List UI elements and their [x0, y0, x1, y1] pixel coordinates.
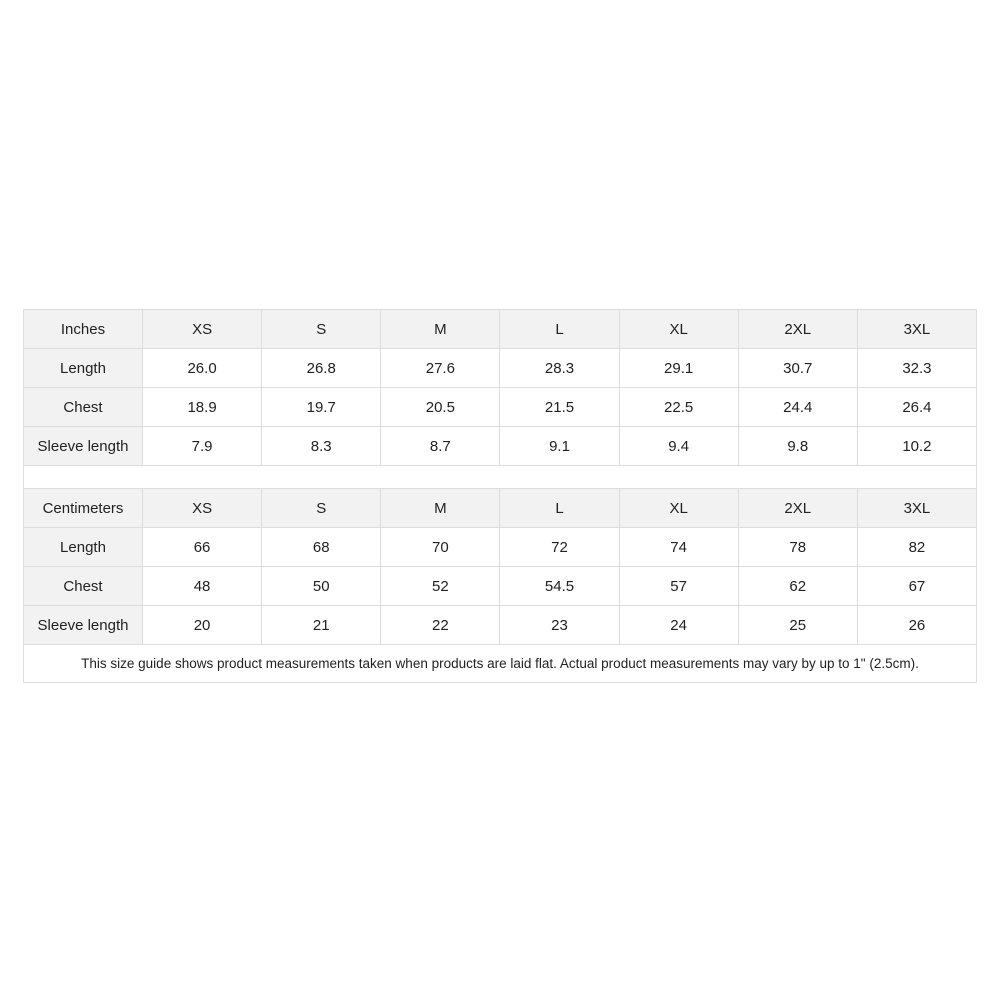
size-header-cell: 2XL: [738, 489, 857, 528]
row-label: Length: [24, 528, 143, 567]
measurement-cell: 28.3: [500, 349, 619, 388]
measurement-cell: 54.5: [500, 567, 619, 606]
measurement-cell: 8.7: [381, 427, 500, 466]
measurement-cell: 24.4: [738, 388, 857, 427]
measurement-cell: 26: [857, 606, 976, 645]
row-label: Chest: [24, 567, 143, 606]
size-header-cell: L: [500, 489, 619, 528]
measurement-cell: 20.5: [381, 388, 500, 427]
inches-unit-label: Inches: [24, 310, 143, 349]
measurement-cell: 21.5: [500, 388, 619, 427]
size-header-cell: XL: [619, 310, 738, 349]
measurement-cell: 25: [738, 606, 857, 645]
measurement-cell: 26.0: [143, 349, 262, 388]
measurement-cell: 52: [381, 567, 500, 606]
measurement-cell: 30.7: [738, 349, 857, 388]
row-label: Sleeve length: [24, 427, 143, 466]
size-header-cell: 3XL: [857, 489, 976, 528]
centimeters-unit-label: Centimeters: [24, 489, 143, 528]
size-header-cell: S: [262, 310, 381, 349]
table-row: [24, 388, 977, 427]
inches-section: [24, 310, 977, 466]
measurement-cell: 19.7: [262, 388, 381, 427]
size-header-cell: 3XL: [857, 310, 976, 349]
measurement-cell: 62: [738, 567, 857, 606]
measurement-cell: 50: [262, 567, 381, 606]
measurement-cell: 24: [619, 606, 738, 645]
table-row: [24, 606, 977, 645]
centimeters-header-row: [24, 489, 977, 528]
size-header-cell: S: [262, 489, 381, 528]
table-row: [24, 427, 977, 466]
measurement-cell: 21: [262, 606, 381, 645]
measurement-cell: 18.9: [143, 388, 262, 427]
spacer-row: [24, 466, 977, 489]
row-label: Length: [24, 349, 143, 388]
size-guide-table: [23, 309, 977, 683]
size-header-cell: L: [500, 310, 619, 349]
measurement-cell: 22: [381, 606, 500, 645]
measurement-cell: 22.5: [619, 388, 738, 427]
measurement-cell: 27.6: [381, 349, 500, 388]
table-row: [24, 567, 977, 606]
section-spacer: [24, 466, 977, 489]
measurement-cell: 70: [381, 528, 500, 567]
measurement-cell: 29.1: [619, 349, 738, 388]
size-header-cell: XS: [143, 310, 262, 349]
measurement-cell: 57: [619, 567, 738, 606]
measurement-cell: 72: [500, 528, 619, 567]
measurement-cell: 26.4: [857, 388, 976, 427]
measurement-cell: 78: [738, 528, 857, 567]
centimeters-section: [24, 489, 977, 683]
measurement-cell: 32.3: [857, 349, 976, 388]
measurement-cell: 66: [143, 528, 262, 567]
table-row: [24, 349, 977, 388]
measurement-cell: 7.9: [143, 427, 262, 466]
measurement-cell: 48: [143, 567, 262, 606]
row-label: Sleeve length: [24, 606, 143, 645]
measurement-cell: 68: [262, 528, 381, 567]
measurement-cell: 9.1: [500, 427, 619, 466]
table-row: [24, 528, 977, 567]
measurement-cell: 8.3: [262, 427, 381, 466]
measurement-cell: 10.2: [857, 427, 976, 466]
note-row: [24, 645, 977, 683]
measurement-cell: 23: [500, 606, 619, 645]
size-header-cell: XL: [619, 489, 738, 528]
size-guide-note: This size guide shows product measurements taken when products are laid flat. Actual product measurements may vary by up to 1" (2.5cm).: [24, 645, 977, 683]
inches-header-row: [24, 310, 977, 349]
measurement-cell: 9.4: [619, 427, 738, 466]
measurement-cell: 67: [857, 567, 976, 606]
spacer-cell: [24, 466, 977, 489]
size-header-cell: XS: [143, 489, 262, 528]
size-header-cell: M: [381, 310, 500, 349]
measurement-cell: 26.8: [262, 349, 381, 388]
measurement-cell: 74: [619, 528, 738, 567]
size-header-cell: 2XL: [738, 310, 857, 349]
measurement-cell: 20: [143, 606, 262, 645]
measurement-cell: 82: [857, 528, 976, 567]
measurement-cell: 9.8: [738, 427, 857, 466]
size-header-cell: M: [381, 489, 500, 528]
row-label: Chest: [24, 388, 143, 427]
